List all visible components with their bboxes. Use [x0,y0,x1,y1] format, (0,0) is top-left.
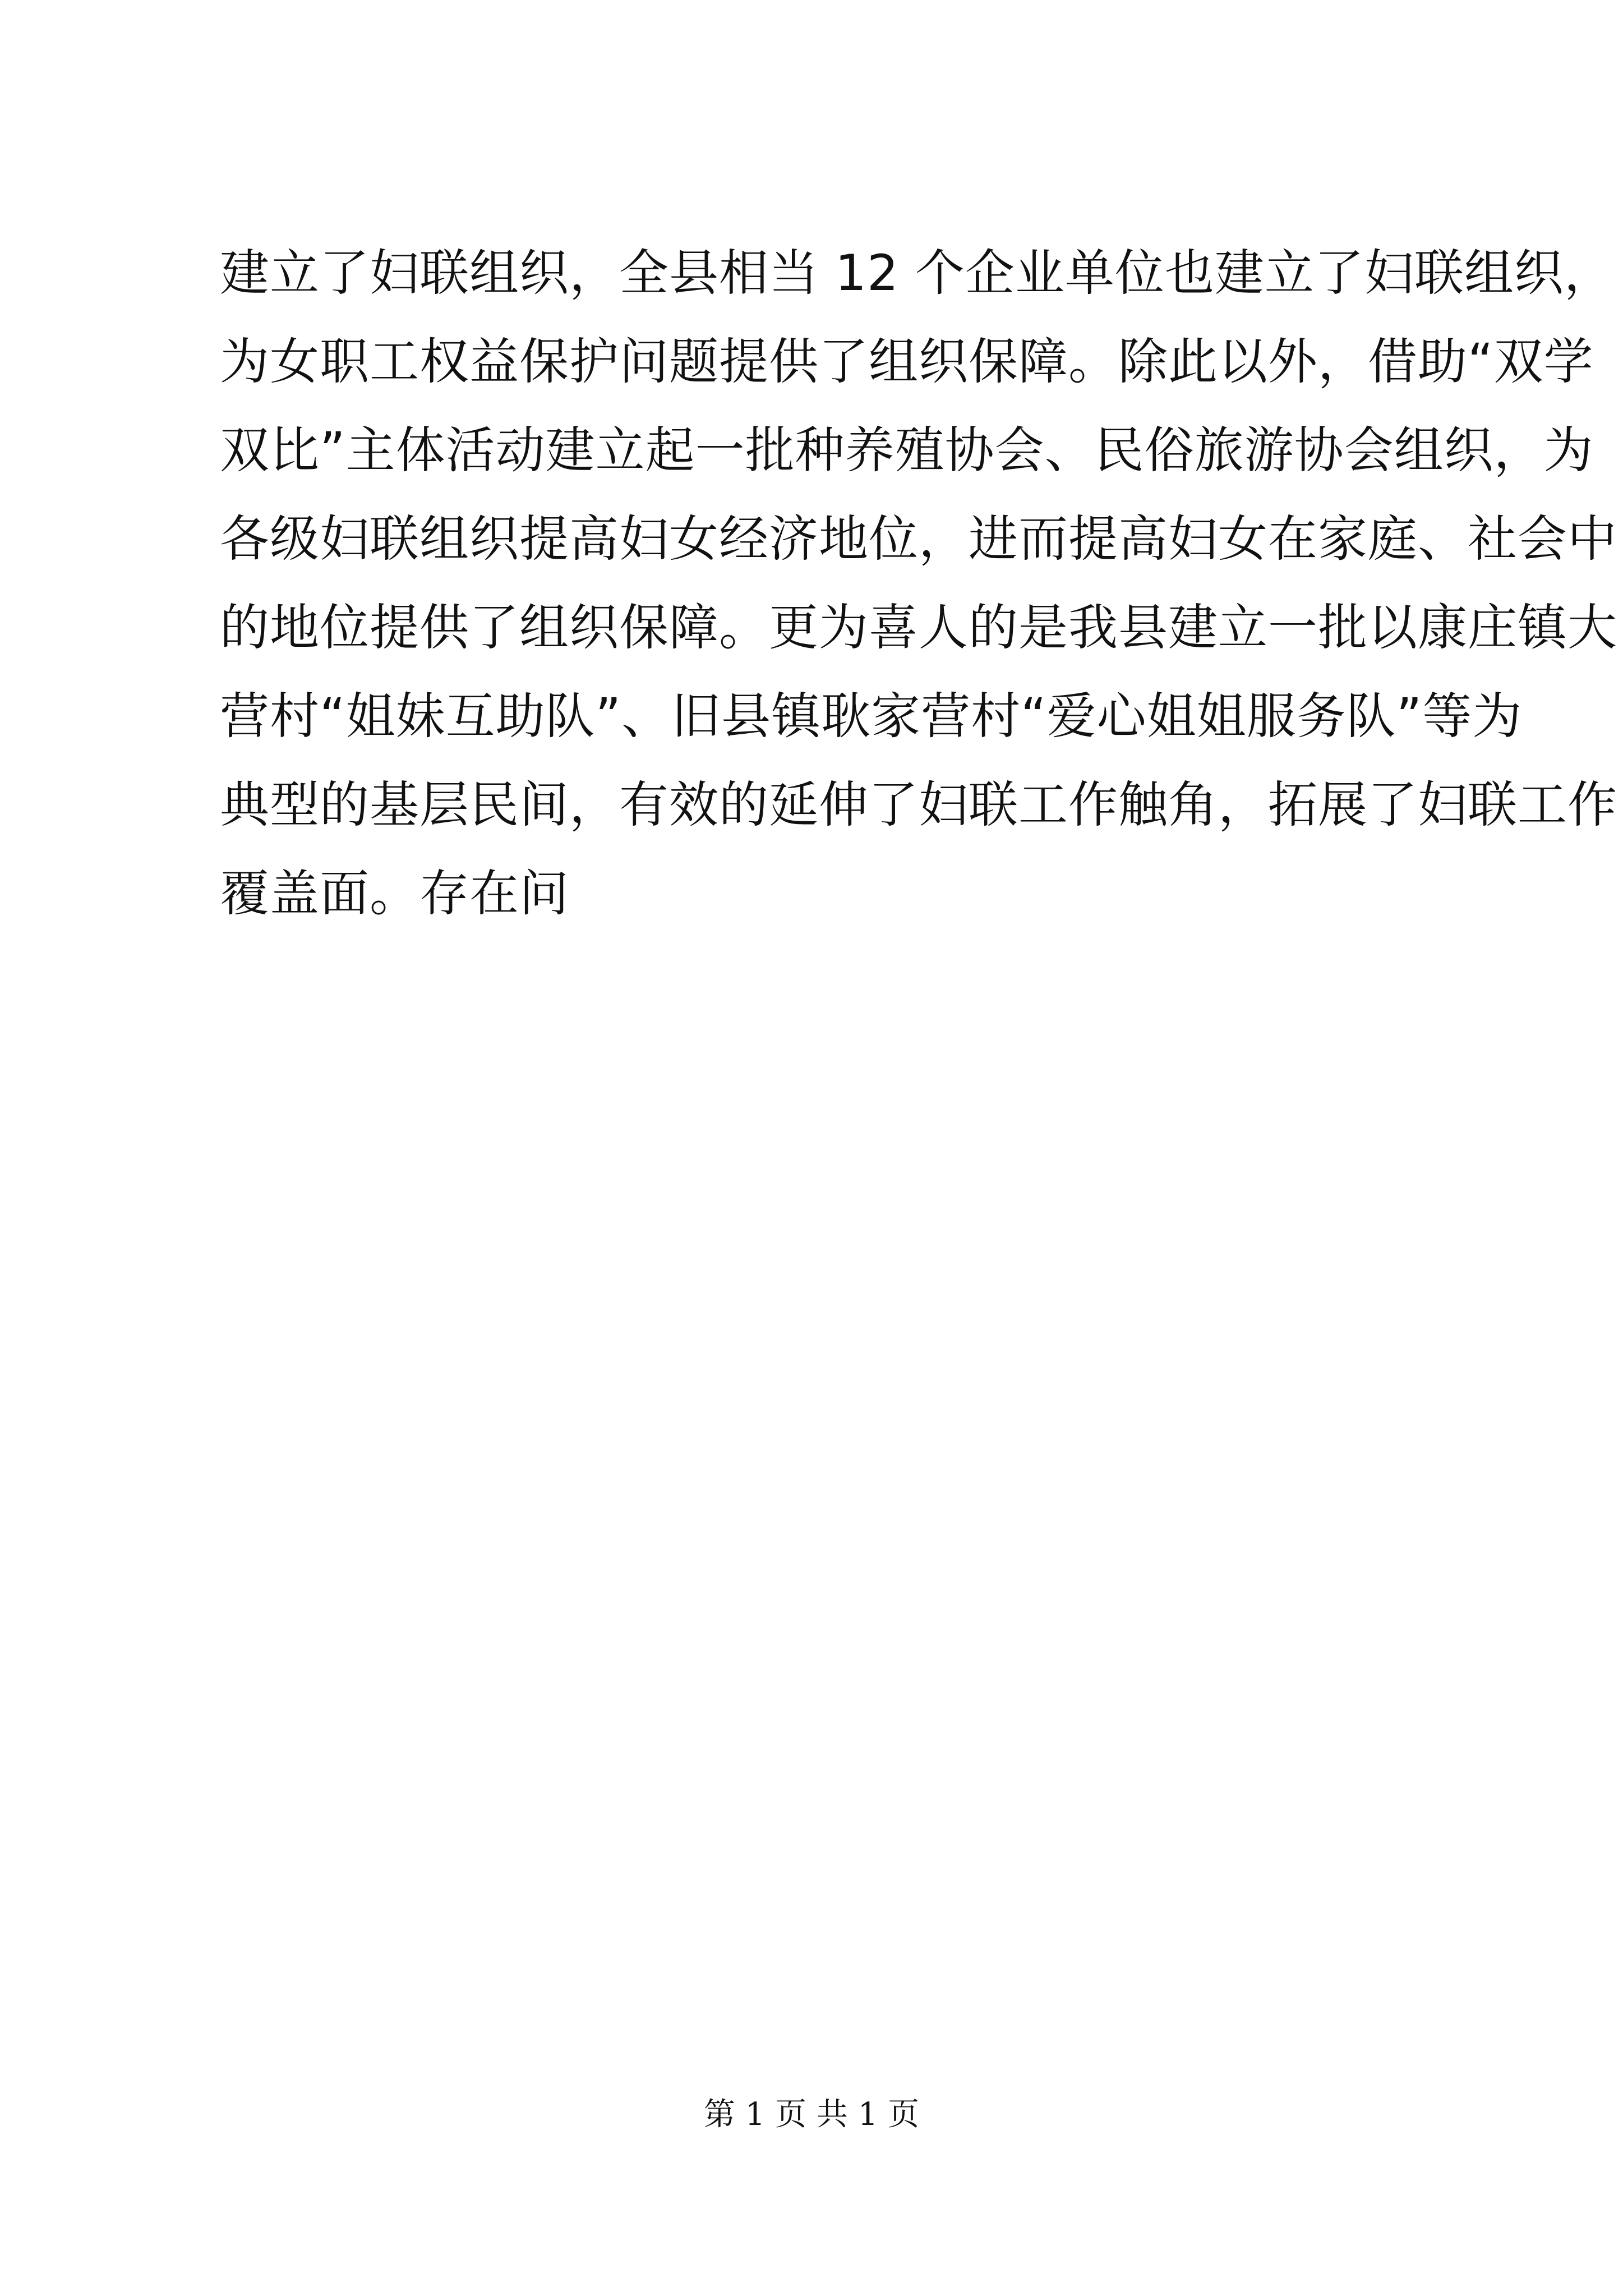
text-line-5: 的地位提供了组织保障。更为喜人的是我县建立一批以康庄镇大 [220,599,1618,656]
text-line-2: 为女职工权益保护问题提供了组织保障。除此以外，借助“双学 [220,333,1594,390]
text-line-7: 典型的基层民间，有效的延伸了妇联工作触角，拓展了妇联工作 [220,776,1618,834]
text-line-6: 营村“姐妹互助队”、旧县镇耿家营村“爱心姐姐服务队”等为 [220,687,1523,745]
body-paragraph [220,229,1618,938]
text-line-3: 双比”主体活动建立起一批种养殖协会、民俗旅游协会组织，为 [220,421,1594,479]
page-number-label: 第 1 页 共 1 页 [703,2096,920,2133]
text-line-4: 各级妇联组织提高妇女经济地位，进而提高妇女在家庭、社会中 [220,510,1618,568]
page-footer [0,2092,1623,2137]
text-line-8: 覆盖面。存在问 [220,864,570,922]
text-line-1: 建立了妇联组织，全县相当 12 个企业单位也建立了妇联组织， [220,244,1614,302]
